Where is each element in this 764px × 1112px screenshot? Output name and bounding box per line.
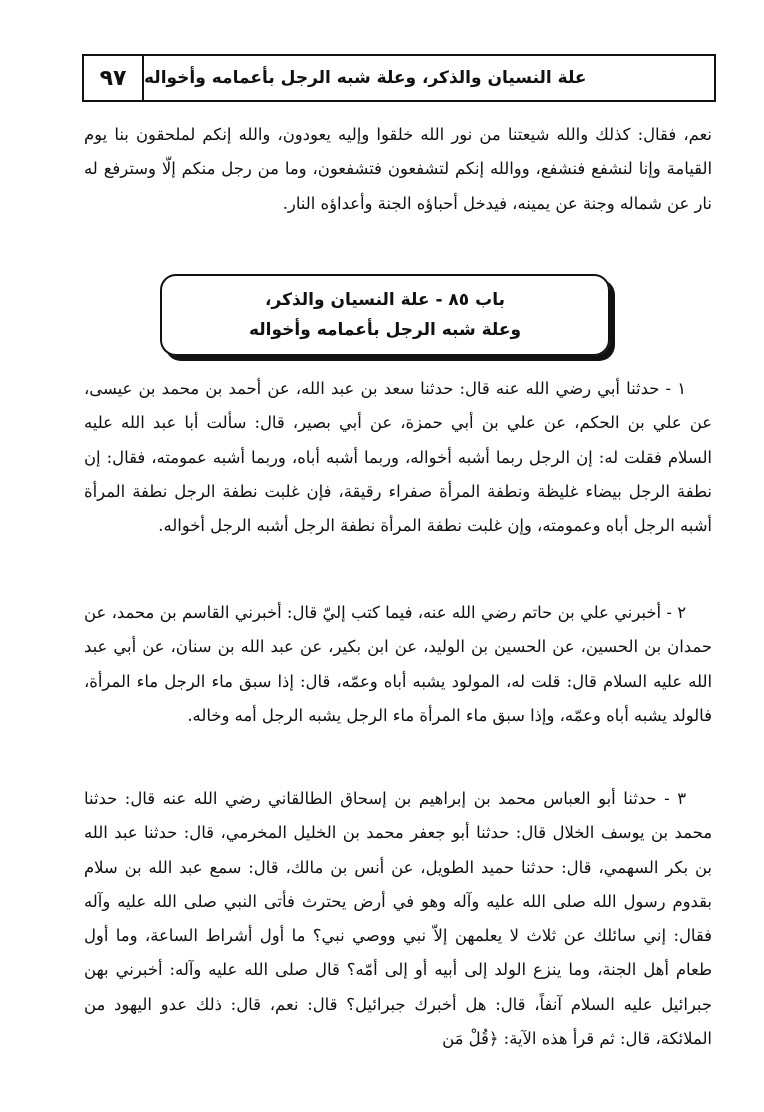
paragraph-text: نعم، فقال: كذلك والله شيعتنا من نور الله خلقوا وإليه يعودون، والله إنكم لملحقون بنا يوم القيامة وإنا لنشفع فنشفع، ووالله إنكم لتشفعون فتشفعون، وما من رجل منكم إلّا وسترفع له نار عن شماله وجنة عن يمينه، فيدخل أحباؤه الجنة وأعداؤه النار. [84, 125, 712, 213]
hadith-3 [84, 782, 712, 1056]
hadith-2 [84, 596, 712, 733]
chapter-title-line1: باب ٨٥ - علة النسيان والذكر، [265, 290, 505, 310]
hadith-1 [84, 372, 712, 543]
page-number: ٩٧ [84, 56, 144, 100]
running-title: علة النسيان والذكر، وعلة شبه الرجل بأعمامه وأخواله [144, 68, 587, 88]
paragraph-text: ١ - حدثنا أبي رضي الله عنه قال: حدثنا سعد بن عبد الله، عن أحمد بن محمد بن عيسى، عن علي بن الحكم، عن علي بن أبي حمزة، عن أبي بصير، قال: سألت أبا عبد الله عليه السلام فقلت له: إن الرجل ربما أشبه أخواله، وربما أشبه أباه، وربما أشبه عمومته، فقال: إن نطفة الرجل بيضاء غليظة ونطفة المرأة صفراء رقيقة، فإن غلبت نطفة الرجل نطفة المرأة أشبه الرجل أباه وعمومته، وإن غلبت نطفة المرأة نطفة الرجل أشبه الرجل أخواله. [84, 379, 712, 536]
intro-paragraph [84, 118, 712, 221]
paragraph-text: ٣ - حدثنا أبو العباس محمد بن إبراهيم بن إسحاق الطالقاني رضي الله عنه قال: حدثنا محمد بن يوسف الخلال قال: حدثنا أبو جعفر محمد بن الخليل المخرمي، قال: حدثنا عبد الله بن بكر السهمي، قال: حدثنا حميد الطويل، عن أنس بن مالك، قال: سمع عبد الله بن سلام بقدوم رسول الله صلى الله عليه وآله وهو في أرض يحترث فأتى النبي صلى الله عليه وآله فقال: إني سائلك عن ثلاث لا يعلمهن إلاّ نبي ووصي نبي؟ ما أول أشراط الساعة، وما أول طعام أهل الجنة، وما ينزع الولد إلى أبيه أو إلى أمّه؟ قال صلى الله عليه وآله: أخبرني بهن جبرائيل عليه السلام آنفاً، قال: هل أخبرك جبرائيل؟ قال: نعم، قال: ذلك عدو اليهود من الملائكة، قال: ثم قرأ هذه الآية: ﴿قُلْ مَن [84, 789, 712, 1049]
paragraph-text: ٢ - أخبرني علي بن حاتم رضي الله عنه، فيما كتب إليّ قال: أخبرني القاسم بن محمد، عن حمدان بن الحسين، عن الحسين بن الوليد، عن ابن بكير، عن عبد الله بن سنان، عن أبي عبد الله عليه السلام قال: قلت له، المولود يشبه أباه وعمّه، قال: إذا سبق ماء الرجل ماء المرأة، فالولد يشبه أباه وعمّه، وإذا سبق ماء المرأة ماء الرجل يشبه الرجل أمه وخاله. [84, 603, 712, 725]
page-header [82, 54, 716, 102]
chapter-title-line2: وعلة شبه الرجل بأعمامه وأخواله [248, 320, 522, 340]
chapter-heading-box [160, 274, 610, 356]
